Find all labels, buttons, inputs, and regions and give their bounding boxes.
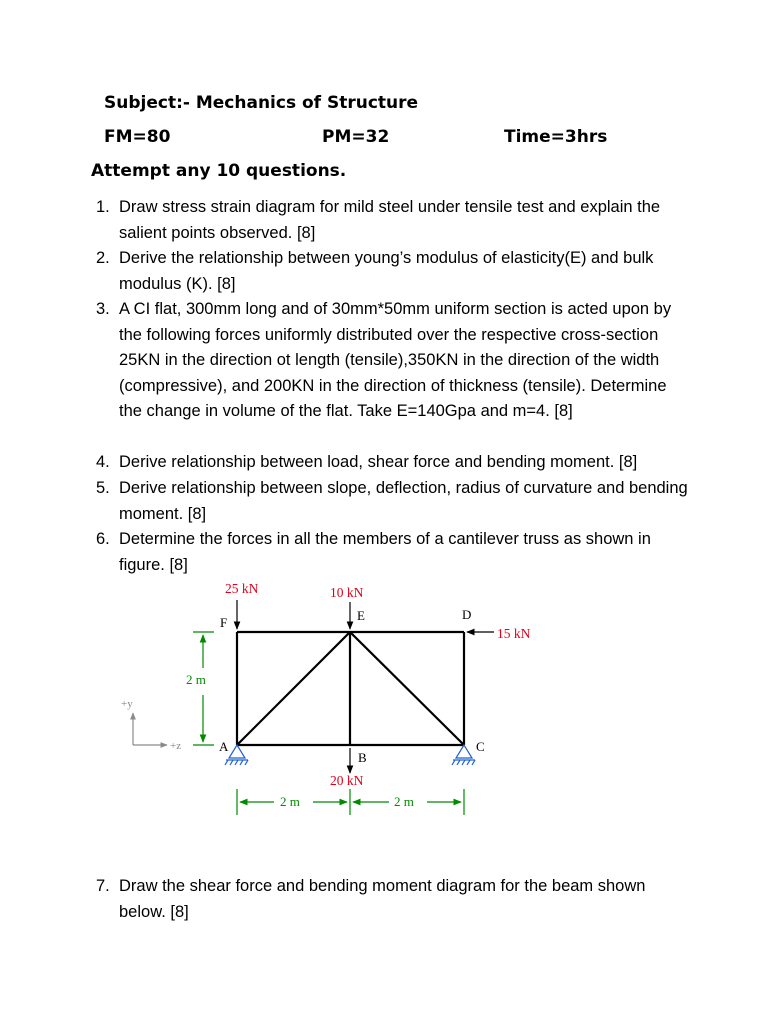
question-number: 3. — [96, 300, 110, 318]
question-number: 2. — [96, 249, 110, 267]
span2-dimension-label: 2 m — [394, 794, 414, 809]
support-a — [225, 745, 248, 765]
instruction: Attempt any 10 questions. — [91, 161, 347, 181]
node-label-e: E — [357, 608, 365, 623]
height-dimension — [193, 632, 214, 745]
axis-label-y: +y — [121, 698, 133, 710]
truss-members — [237, 632, 464, 745]
question-text: A CI flat, 300mm long and of 30mm*50mm uniform section is acted upon by the following forces uniformly distributed over the respective cross-section 25KN in the direction ot length (tensile),350KN in the direction of the width (compressive), and 200KN in the direction of thickness (tensile). Determine the change in volume of the flat. Take E=140Gpa and m=4. [8] — [119, 300, 672, 420]
span1-dimension-label: 2 m — [280, 794, 300, 809]
coordinate-axes — [133, 713, 167, 745]
question-text: Derive relationship between load, shear force and bending moment. [8] — [119, 453, 638, 471]
question-number: 5. — [96, 479, 110, 497]
time-allowed: Time=3hrs — [504, 127, 608, 147]
question-text: Derive the relationship between young’s modulus of elasticity(E) and bulk modulus (K). [8] — [119, 249, 654, 293]
node-label-c: C — [476, 739, 485, 754]
question-number: 7. — [96, 877, 110, 895]
member-ec — [350, 632, 464, 745]
height-dimension-label: 2 m — [186, 672, 206, 687]
subject-title: Subject:- Mechanics of Structure — [104, 93, 419, 113]
axis-label-z: +z — [170, 740, 182, 752]
question-text: Draw the shear force and bending moment diagram for the beam shown below. [8] — [119, 877, 646, 921]
node-label-f: F — [220, 615, 228, 630]
pass-marks: PM=32 — [322, 127, 390, 147]
load-label-e: 10 kN — [330, 585, 364, 600]
question-number: 4. — [96, 453, 110, 471]
question-7 — [96, 874, 689, 925]
question-number: 1. — [96, 198, 110, 216]
question-text: Draw stress strain diagram for mild steel under tensile test and explain the salient points observed. [8] — [119, 198, 661, 242]
member-ae — [237, 632, 350, 745]
load-label-d: 15 kN — [497, 626, 531, 641]
full-marks: FM=80 — [104, 127, 171, 147]
question-text: Derive relationship between slope, deflection, radius of curvature and bending moment. [8] — [119, 479, 688, 523]
support-c — [452, 745, 475, 765]
question-text: Determine the forces in all the members of a cantilever truss as shown in figure. [8] — [119, 530, 651, 574]
node-label-a: A — [219, 739, 229, 754]
node-label-b: B — [358, 750, 367, 765]
load-label-b: 20 kN — [330, 773, 364, 788]
question-number: 6. — [96, 530, 110, 548]
node-label-d: D — [462, 607, 472, 622]
span-dimensions — [237, 789, 464, 815]
load-label-f: 25 kN — [225, 581, 259, 596]
